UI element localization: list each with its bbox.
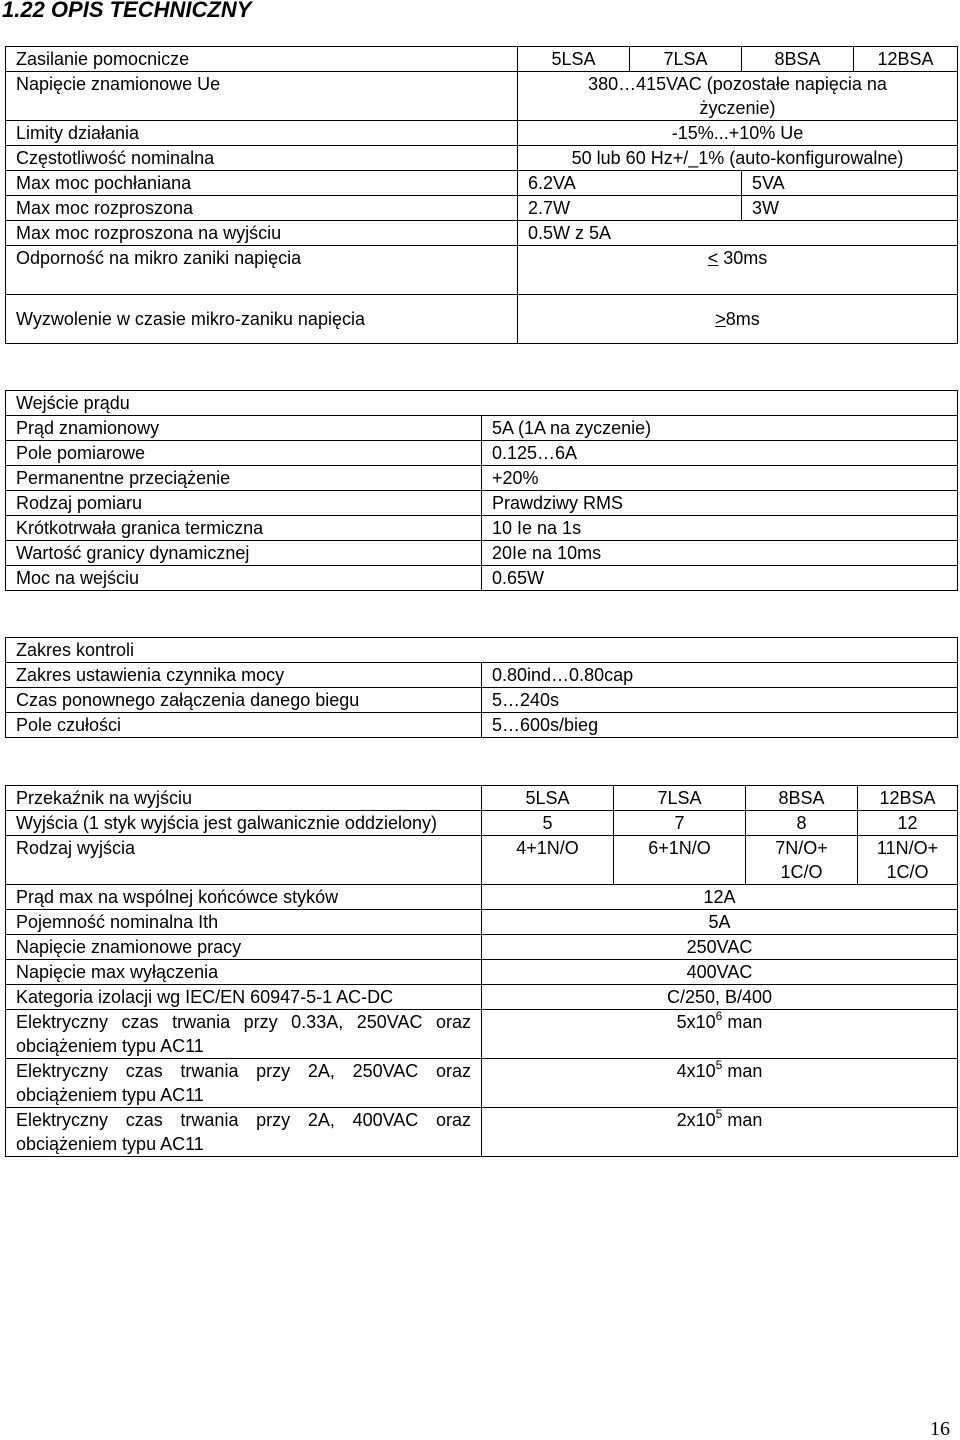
section-heading: 1.22 OPIS TECHNICZNY	[2, 0, 252, 22]
table-cell: Rodzaj pomiaru	[6, 491, 482, 516]
table-cell: Wyzwolenie w czasie mikro-zaniku napięcia	[6, 295, 518, 344]
table-row	[6, 836, 958, 885]
table-cell: Zasilanie pomocnicze	[6, 47, 518, 72]
table-cell: 6+1N/O	[614, 836, 746, 885]
table-cell: 12A	[482, 885, 958, 910]
table-cell: Max moc rozproszona	[6, 196, 518, 221]
value-unit: man	[722, 1061, 763, 1081]
table-cell: 7LSA	[630, 47, 742, 72]
table-cell: 10 Ie na 1s	[482, 516, 958, 541]
table-row	[6, 1108, 958, 1157]
table-cell: Limity działania	[6, 121, 518, 146]
table-cell: Prąd max na wspólnej końcówce styków	[6, 885, 482, 910]
table-row	[6, 146, 958, 171]
table-cell: Max moc pochłaniana	[6, 171, 518, 196]
table-cell: Max moc rozproszona na wyjściu	[6, 221, 518, 246]
table-row	[6, 196, 958, 221]
table-row	[6, 566, 958, 591]
table-row	[6, 541, 958, 566]
table-row	[6, 441, 958, 466]
table-cell: -15%...+10% Ue	[518, 121, 958, 146]
table-cell	[518, 246, 958, 295]
table-cell: Częstotliwość nominalna	[6, 146, 518, 171]
table-cell	[518, 295, 958, 344]
table-cell: Napięcie max wyłączenia	[6, 960, 482, 985]
table-cell: Pojemność nominalna Ith	[6, 910, 482, 935]
table-row	[6, 935, 958, 960]
table-row	[6, 638, 958, 663]
table-row	[6, 171, 958, 196]
table-cell: 5A (1A na zyczenie)	[482, 416, 958, 441]
table-cell: Krótkotrwała granica termiczna	[6, 516, 482, 541]
table-cell: 2.7W	[518, 196, 742, 221]
table-cell: 7	[614, 811, 746, 836]
table-cell	[482, 1010, 958, 1059]
table-cell: Kategoria izolacji wg IEC/EN 60947-5-1 AC-DC	[6, 985, 482, 1010]
table-cell: Permanentne przeciążenie	[6, 466, 482, 491]
value-unit: man	[722, 1110, 763, 1130]
table-row	[6, 713, 958, 738]
table-cell: 8BSA	[742, 47, 854, 72]
table-cell: 5LSA	[482, 786, 614, 811]
table-cell: 5…240s	[482, 688, 958, 713]
table-cell	[482, 1059, 958, 1108]
value-text: 8ms	[725, 309, 760, 329]
value-exponent: 5	[715, 1107, 723, 1121]
value-base: 2x10	[676, 1110, 716, 1130]
table-cell: Przekaźnik na wyjściu	[6, 786, 482, 811]
table-cell: 11N/O+ 1C/O	[858, 836, 958, 885]
table-cell: Pole czułości	[6, 713, 482, 738]
current-input-table	[5, 390, 958, 591]
table-row	[6, 960, 958, 985]
table-row	[6, 1010, 958, 1059]
table-cell: Wartość granicy dynamicznej	[6, 541, 482, 566]
value-exponent: 5	[715, 1058, 723, 1072]
table-cell: Prąd znamionowy	[6, 416, 482, 441]
value-base: 5x10	[676, 1012, 716, 1032]
less-equal-sign: <	[707, 248, 719, 268]
table-cell: Napięcie znamionowe pracy	[6, 935, 482, 960]
table-row	[6, 1059, 958, 1108]
table-cell: 5VA	[742, 171, 958, 196]
table-cell: 12	[858, 811, 958, 836]
table-title: Zakres kontroli	[6, 638, 958, 663]
table-row	[6, 221, 958, 246]
table-cell: Napięcie znamionowe Ue	[6, 72, 518, 121]
table-cell: 5LSA	[518, 47, 630, 72]
table-row	[6, 246, 958, 295]
table-row	[6, 910, 958, 935]
table-cell: 12BSA	[858, 786, 958, 811]
table-cell: 50 lub 60 Hz+/_1% (auto-konfigurowalne)	[518, 146, 958, 171]
value-exponent: 6	[715, 1009, 723, 1023]
table-row	[6, 416, 958, 441]
table-cell: 5	[482, 811, 614, 836]
table-row	[6, 985, 958, 1010]
table-cell: Zakres ustawienia czynnika mocy	[6, 663, 482, 688]
table-row	[6, 786, 958, 811]
table-row	[6, 811, 958, 836]
value-unit: man	[722, 1012, 763, 1032]
table-row	[6, 663, 958, 688]
greater-equal-sign: >	[715, 309, 726, 329]
table-row	[6, 47, 958, 72]
table-cell: 4+1N/O	[482, 836, 614, 885]
table-row	[6, 491, 958, 516]
table-cell: 3W	[742, 196, 958, 221]
table-cell: Prawdziwy RMS	[482, 491, 958, 516]
table-cell: Moc na wejściu	[6, 566, 482, 591]
table-cell: 12BSA	[854, 47, 958, 72]
table-cell: 400VAC	[482, 960, 958, 985]
table-cell: 5…600s/bieg	[482, 713, 958, 738]
page-number: 16	[930, 1418, 950, 1440]
table-cell: Elektryczny czas trwania przy 0.33A, 250VAC oraz obciążeniem typu AC11	[6, 1010, 482, 1059]
table-cell: 0.65W	[482, 566, 958, 591]
table-row	[6, 885, 958, 910]
value-base: 4x10	[676, 1061, 716, 1081]
table-cell: 8	[746, 811, 858, 836]
table-cell: 5A	[482, 910, 958, 935]
table-cell: Elektryczny czas trwania przy 2A, 400VAC oraz obciążeniem typu AC11	[6, 1108, 482, 1157]
table-cell: 20Ie na 10ms	[482, 541, 958, 566]
relay-table	[5, 785, 958, 1157]
table-row	[6, 688, 958, 713]
table-cell: Elektryczny czas trwania przy 2A, 250VAC oraz obciążeniem typu AC11	[6, 1059, 482, 1108]
table-cell: 0.125…6A	[482, 441, 958, 466]
table-cell: +20%	[482, 466, 958, 491]
table-row	[6, 391, 958, 416]
table-row	[6, 72, 958, 121]
table-row	[6, 121, 958, 146]
table-cell: 0.5W z 5A	[518, 221, 958, 246]
table-cell	[482, 1108, 958, 1157]
table-cell: 250VAC	[482, 935, 958, 960]
table-row	[6, 516, 958, 541]
table-title: Wejście prądu	[6, 391, 958, 416]
table-row	[6, 466, 958, 491]
table-cell: Wyjścia (1 styk wyjścia jest galwanicznie oddzielony)	[6, 811, 482, 836]
table-cell: 8BSA	[746, 786, 858, 811]
supply-table	[5, 46, 958, 344]
value-text: 30ms	[718, 248, 768, 268]
table-cell: 380…415VAC (pozostałe napięcia na życzenie)	[518, 72, 958, 121]
table-row	[6, 295, 958, 344]
table-cell: Czas ponownego załączenia danego biegu	[6, 688, 482, 713]
table-cell: 6.2VA	[518, 171, 742, 196]
table-cell: Rodzaj wyjścia	[6, 836, 482, 885]
control-range-table	[5, 637, 958, 738]
table-cell: Odporność na mikro zaniki napięcia	[6, 246, 518, 295]
table-cell: C/250, B/400	[482, 985, 958, 1010]
table-cell: 7N/O+ 1C/O	[746, 836, 858, 885]
table-cell: 7LSA	[614, 786, 746, 811]
table-cell: 0.80ind…0.80cap	[482, 663, 958, 688]
table-cell: Pole pomiarowe	[6, 441, 482, 466]
